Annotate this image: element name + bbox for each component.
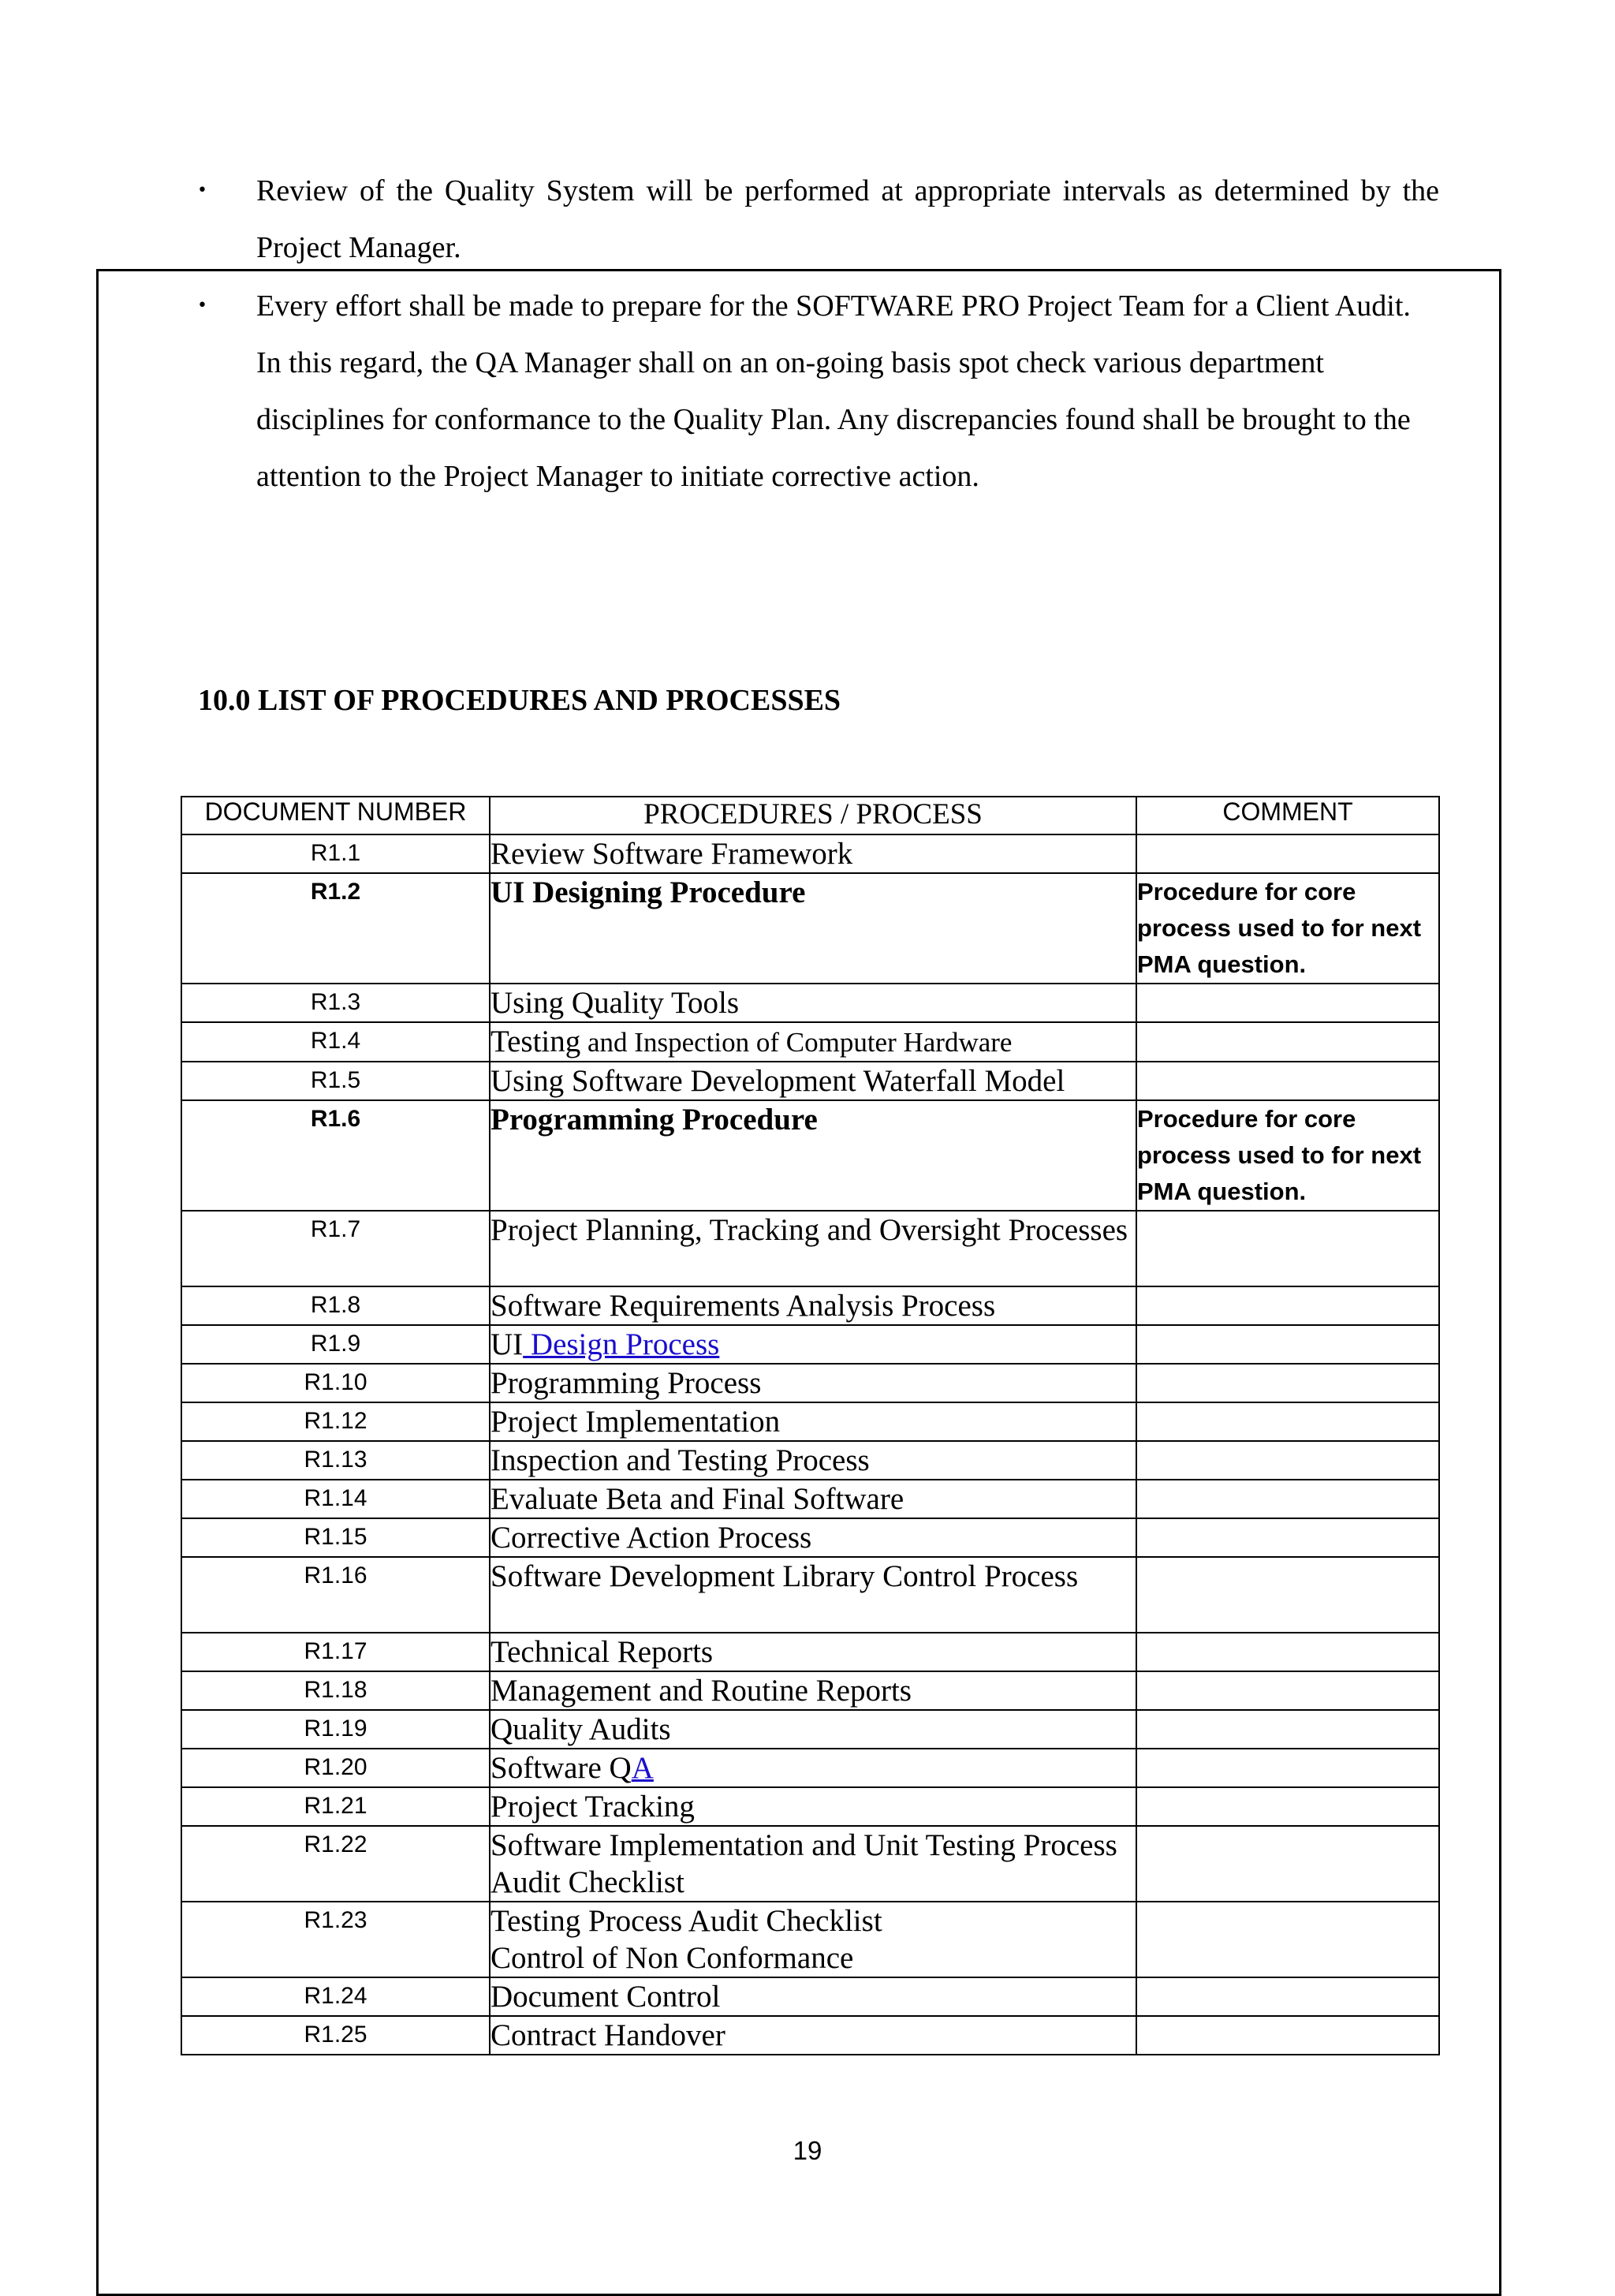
procedure-cell (490, 1749, 1136, 1787)
table-row (181, 1902, 1439, 1977)
table-row (181, 873, 1439, 984)
table-row (181, 1787, 1439, 1826)
comment-cell (1136, 1710, 1439, 1749)
header-document-number: DOCUMENT NUMBER (181, 797, 490, 834)
comment-cell (1136, 1022, 1439, 1062)
table-row (181, 984, 1439, 1022)
table-row (181, 1480, 1439, 1518)
doc-number-cell: R1.3 (181, 984, 490, 1022)
comment-cell (1136, 1787, 1439, 1826)
comment-cell (1136, 1826, 1439, 1902)
procedure-cell: Using Quality Tools (490, 984, 1136, 1022)
table-header-row (181, 797, 1439, 834)
bullet-dot: • (197, 296, 207, 315)
table-row (181, 1022, 1439, 1062)
doc-number-cell: R1.12 (181, 1402, 490, 1441)
procedure-cell: Programming Process (490, 1364, 1136, 1402)
comment-cell (1136, 1671, 1439, 1710)
doc-number-cell: R1.4 (181, 1022, 490, 1062)
procedure-cell: Software Implementation and Unit Testing Process Audit Checklist (490, 1826, 1136, 1902)
table-row (181, 1211, 1439, 1286)
procedure-cell: Project Planning, Tracking and Oversight Processes (490, 1211, 1136, 1286)
bullet-text: Every effort shall be made to prepare for the SOFTWARE PRO Project Team for a Client Audit. In this regard, the QA Manager shall on an on-going basis spot check various department disciplines for conformance to the Quality Plan. Any discrepancies found shall be brought to the attention to the Project Manager to initiate corrective action. (256, 289, 1411, 493)
doc-number-cell: R1.23 (181, 1902, 490, 1977)
procedure-line: Control of Non Conformance (490, 1941, 854, 1975)
comment-cell (1136, 1480, 1439, 1518)
comment-cell (1136, 1286, 1439, 1325)
doc-number-cell: R1.17 (181, 1633, 490, 1671)
doc-number-cell: R1.1 (181, 834, 490, 873)
procedure-text-part: Testing (490, 1025, 581, 1058)
procedure-cell: Management and Routine Reports (490, 1671, 1136, 1710)
procedure-cell (490, 1325, 1136, 1364)
comment-cell: Procedure for core process used to for next PMA question. (1136, 1100, 1439, 1211)
procedure-cell: Software Requirements Analysis Process (490, 1286, 1136, 1325)
comment-cell (1136, 1977, 1439, 2016)
table-row (181, 1286, 1439, 1325)
procedure-cell: Document Control (490, 1977, 1136, 2016)
procedure-text-part: Computer Hardware (785, 1027, 1013, 1058)
table-row (181, 1749, 1439, 1787)
procedure-cell: Evaluate Beta and Final Software (490, 1480, 1136, 1518)
comment-cell (1136, 1364, 1439, 1402)
procedure-text-part: and Inspection of (580, 1027, 786, 1058)
procedure-cell: Corrective Action Process (490, 1518, 1136, 1557)
doc-number-cell: R1.16 (181, 1557, 490, 1633)
doc-number-cell: R1.6 (181, 1100, 490, 1211)
procedure-cell (490, 1022, 1136, 1062)
table-row (181, 1364, 1439, 1402)
section-title: 10.0 LIST OF PROCEDURES AND PROCESSES (198, 684, 841, 717)
bullet-dot: • (197, 181, 207, 200)
procedure-cell: Software Development Library Control Process (490, 1557, 1136, 1633)
header-comment: COMMENT (1136, 797, 1439, 834)
comment-cell (1136, 1402, 1439, 1441)
comment-cell (1136, 1518, 1439, 1557)
qa-link[interactable]: A (631, 1751, 654, 1785)
design-process-link[interactable]: Design Process (523, 1327, 720, 1361)
comment-cell (1136, 1211, 1439, 1286)
doc-number-cell: R1.14 (181, 1480, 490, 1518)
comment-cell (1136, 984, 1439, 1022)
table-row (181, 1325, 1439, 1364)
doc-number-cell: R1.9 (181, 1325, 490, 1364)
procedure-cell: Review Software Framework (490, 834, 1136, 873)
procedure-cell: Contract Handover (490, 2016, 1136, 2055)
procedures-table (181, 796, 1440, 2055)
doc-number-cell: R1.19 (181, 1710, 490, 1749)
table-row (181, 1826, 1439, 1902)
table-row (181, 1710, 1439, 1749)
comment-cell (1136, 834, 1439, 873)
table-row (181, 2016, 1439, 2055)
procedure-cell: Inspection and Testing Process (490, 1441, 1136, 1480)
comment-cell (1136, 1441, 1439, 1480)
procedure-cell: Using Software Development Waterfall Model (490, 1062, 1136, 1100)
table-row (181, 1100, 1439, 1211)
doc-number-cell: R1.5 (181, 1062, 490, 1100)
table-row (181, 1633, 1439, 1671)
procedure-cell: Project Implementation (490, 1402, 1136, 1441)
table-row (181, 1441, 1439, 1480)
doc-number-cell: R1.18 (181, 1671, 490, 1710)
comment-cell (1136, 1633, 1439, 1671)
table-row (181, 1671, 1439, 1710)
comment-cell (1136, 1557, 1439, 1633)
table-row (181, 1557, 1439, 1633)
doc-number-cell: R1.2 (181, 873, 490, 984)
comment-cell (1136, 1749, 1439, 1787)
procedure-text-part: Software Q (490, 1751, 632, 1785)
procedure-cell: Project Tracking (490, 1787, 1136, 1826)
bullet-text: Review of the Quality System will be performed at appropriate intervals as determined by the Project Manager. (256, 174, 1439, 264)
table-row (181, 1518, 1439, 1557)
doc-number-cell: R1.7 (181, 1211, 490, 1286)
table-row (181, 1062, 1439, 1100)
procedure-cell: UI Designing Procedure (490, 873, 1136, 984)
comment-cell (1136, 2016, 1439, 2055)
doc-number-cell: R1.24 (181, 1977, 490, 2016)
table-row (181, 1402, 1439, 1441)
comment-cell (1136, 1325, 1439, 1364)
procedure-cell: Programming Procedure (490, 1100, 1136, 1211)
procedure-cell: Quality Audits (490, 1710, 1136, 1749)
table-row (181, 1977, 1439, 2016)
table-row (181, 834, 1439, 873)
doc-number-cell: R1.10 (181, 1364, 490, 1402)
page-number: 19 (793, 2136, 822, 2165)
doc-number-cell: R1.20 (181, 1749, 490, 1787)
doc-number-cell: R1.22 (181, 1826, 490, 1902)
procedure-text-part: UI (490, 1327, 524, 1361)
doc-number-cell: R1.15 (181, 1518, 490, 1557)
procedure-line: Testing Process Audit Checklist (490, 1904, 882, 1938)
comment-cell (1136, 1902, 1439, 1977)
doc-number-cell: R1.21 (181, 1787, 490, 1826)
comment-cell (1136, 1062, 1439, 1100)
doc-number-cell: R1.13 (181, 1441, 490, 1480)
procedure-cell (490, 1902, 1136, 1977)
header-procedures-process: PROCEDURES / PROCESS (490, 797, 1136, 834)
doc-number-cell: R1.8 (181, 1286, 490, 1325)
doc-number-cell: R1.25 (181, 2016, 490, 2055)
comment-cell: Procedure for core process used to for next PMA question. (1136, 873, 1439, 984)
procedure-cell: Technical Reports (490, 1633, 1136, 1671)
